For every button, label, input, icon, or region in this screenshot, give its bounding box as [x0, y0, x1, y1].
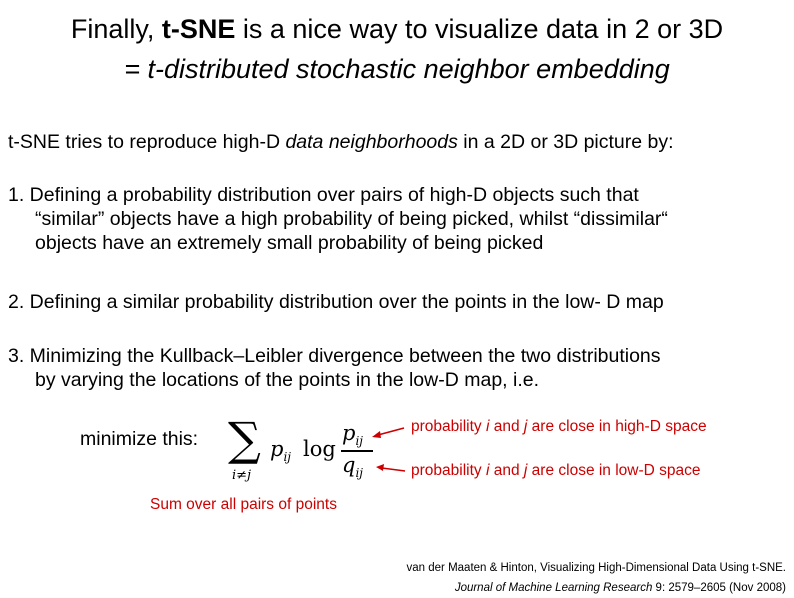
log-term: log: [303, 437, 336, 461]
slide-title-line1: Finally, t-SNE is a nice way to visualize data in 2 or 3D: [70, 14, 724, 44]
annotation-sum: Sum over all pairs of points: [150, 496, 337, 513]
step-2: 2. Defining a similar probability distribution over the points in the low- D map: [8, 291, 664, 313]
numerator: $p_{ij}$: [342, 421, 364, 449]
intro-text: t-SNE tries to reproduce high-D data neighborhoods in a 2D or 3D picture by:: [8, 131, 674, 153]
step-3: 3. Minimizing the Kullback–Leibler divergence between the two distributions by varying the locations of the points in the low-D map, i.e.: [8, 345, 661, 391]
title-bold-term: t-SNE: [161, 14, 236, 44]
citation: van der Maaten & Hinton, Visualizing High-Dimensional Data Using t-SNE. Journal of Machine Learning Research 9: 2579–2605 (Nov 2008): [406, 562, 786, 594]
p-term: $p_{ij}$: [270, 437, 292, 465]
annotation-high-d: probability i and j are close in high-D space: [411, 418, 707, 435]
annotation-low-d: probability i and j are close in low-D space: [411, 462, 701, 479]
denominator: $q_{ij}$: [342, 453, 364, 481]
sum-symbol: ∑: [228, 412, 261, 466]
minimize-label: minimize this:: [80, 428, 199, 450]
slide-title-line2: = t-distributed stochastic neighbor embedding: [124, 54, 670, 84]
step-1: 1. Defining a probability distribution over pairs of high-D objects such that “similar” objects have a high probability of being picked, whilst “dissimilar“ objects have an extremely small probability of being picked: [8, 184, 668, 254]
arrow-to-denominator: [382, 468, 405, 471]
arrow-head-bottom: [376, 464, 384, 471]
sum-index: i≠j: [232, 468, 252, 483]
arrow-head-top: [372, 431, 381, 438]
arrow-to-numerator: [378, 428, 404, 435]
